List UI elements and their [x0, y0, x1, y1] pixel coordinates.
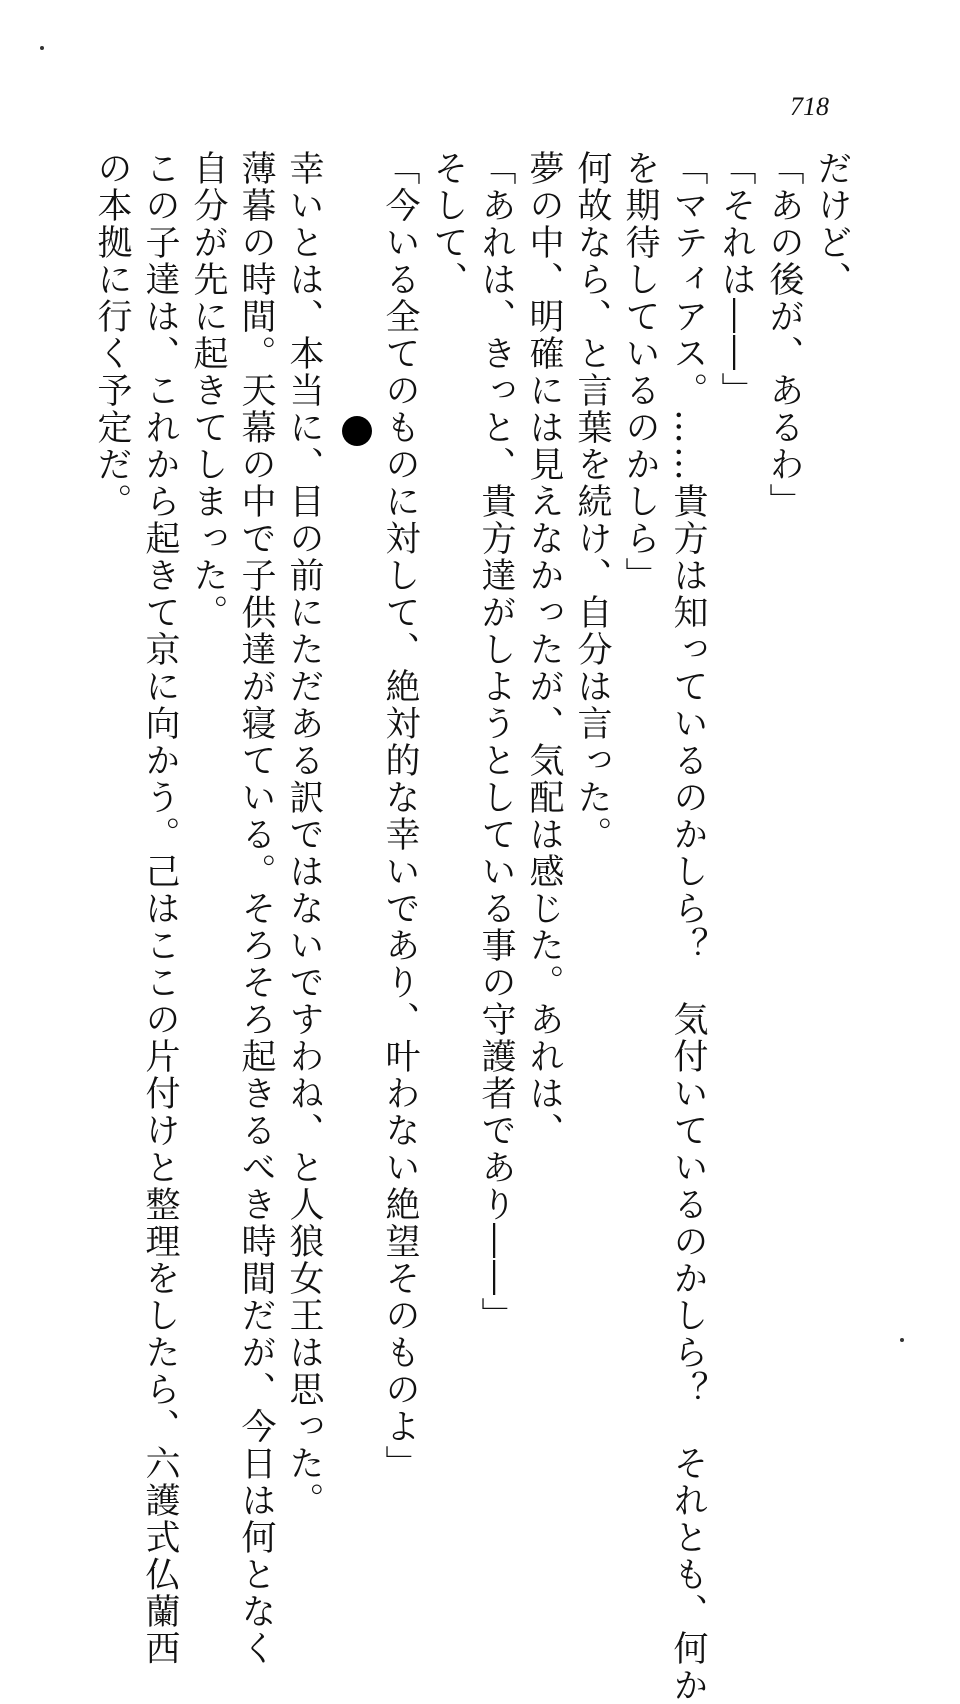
text-line: 幸いとは、本当に、目の前にただある訳ではないですわね、と人狼女王は思った。	[284, 150, 324, 1519]
text-line: 「今いる全てのものに対して、絶対的な幸いであり、叶わない絶望そのものよ」	[380, 150, 420, 1482]
text-line: 自分が先に起きてしまった。	[188, 150, 228, 631]
text-line: 「マティアス。……貴方は知っているのかしら？ 気付いているのかしら？ それとも、何か	[668, 150, 708, 1704]
text-line: 「あれは、きっと、貴方達がしようとしている事の守護者であり――」	[476, 150, 516, 1334]
text-line: の本拠に行く予定だ。	[92, 150, 132, 520]
text-line: 何故なら、と言葉を続け、自分は言った。	[572, 150, 612, 853]
scan-speck	[900, 1338, 904, 1342]
scan-speck	[40, 46, 44, 50]
scene-break-gap	[328, 150, 376, 1280]
text-line: を期待しているのかしら」	[620, 150, 660, 594]
text-line: そして、	[428, 150, 468, 298]
page-number: 718	[790, 92, 829, 121]
text-line: 「それは――」	[716, 150, 756, 409]
text-line: だけど、	[812, 150, 852, 298]
text-line: この子達は、これから起きて京に向かう。己はここの片付けと整理をしたら、六護式仏蘭西	[140, 150, 180, 1667]
text-line: 夢の中、明確には見えなかったが、気配は感じた。あれは、	[524, 150, 564, 1149]
scene-break-bullet	[342, 416, 372, 446]
text-line: 「あの後が、あるわ」	[764, 150, 804, 520]
vertical-text-body	[88, 150, 856, 1704]
text-line: 薄暮の時間。天幕の中で子供達が寝ている。そろそろ起きるべき時間だが、今日は何となく	[236, 150, 276, 1667]
